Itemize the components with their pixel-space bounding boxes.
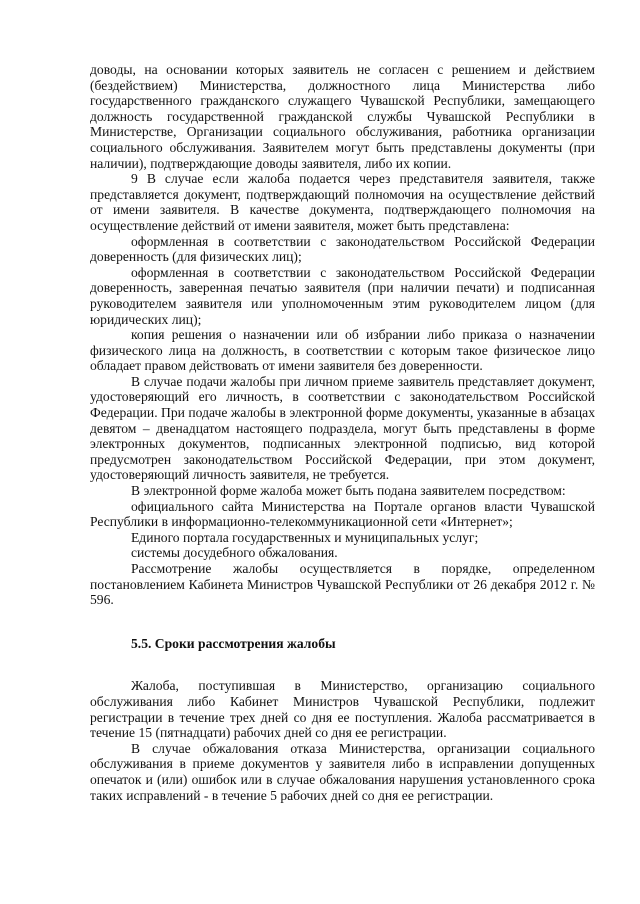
- paragraph-consideration-order: Рассмотрение жалобы осуществляется в порядке, определенном постановлением Кабинета Министров Чувашской Республики от 26 декабря 2012 г. № 596.: [90, 561, 595, 608]
- paragraph-registration-term: Жалоба, поступившая в Министерство, организацию социального обслуживания либо Кабинет Министров Чувашской Республики, подлежит регистрации в течение трех дней со дня ее поступления. Жалоба рассматривается в течение 15 (пятнадцати) рабочих дней со дня ее регистрации.: [90, 678, 595, 741]
- paragraph-refusal-appeal-term: В случае обжалования отказа Министерства, организации социального обслуживания в приеме документов у заявителя либо в исправлении допущенных опечаток и (или) ошибок или в случае обжалования нарушения установленного срока таких исправлений - в течение 5 рабочих дней со дня ее регистрации.: [90, 740, 595, 803]
- paragraph-official-site: официального сайта Министерства на Портале органов власти Чувашской Республики в информационно-телекоммуникационной сети «Интернет»;: [90, 498, 595, 530]
- document-page: [90, 62, 595, 803]
- paragraph-unified-portal: Единого портала государственных и муниципальных услуг;: [131, 529, 479, 545]
- paragraph-electronic-form: В электронной форме жалоба может быть подана заявителем посредством:: [131, 483, 566, 499]
- paragraph-representative: 9 В случае если жалоба подается через представителя заявителя, также представляется документ, подтверждающий полномочия на осуществление действий от имени заявителя. В качестве документа, подтверждающего полномочия на осуществление действий от имени заявителя, может быть представлена:: [90, 171, 595, 233]
- paragraph-appointment-decision: копия решения о назначении или об избрании либо приказа о назначении физического лица на должность, в соответствии с которым такое физическое лицо обладает правом действовать от имени заявителя без доверенности.: [90, 327, 595, 374]
- paragraph-pretrial-system: системы досудебного обжалования.: [131, 545, 338, 561]
- paragraph-arguments: доводы, на основании которых заявитель не согласен с решением и действием (бездействием) Министерства, должностного лица Министерства либо государственного гражданского служащего Чувашской Республики, замещающего должность государственной гражданской службы Чувашской Республики в Министерстве, Организации социального обслуживания, работника организации социального обслуживания. Заявителем могут быть представлены документы (при наличии), подтверждающие доводы заявителя, либо их копии.: [90, 62, 595, 171]
- section-heading: 5.5. Сроки рассмотрения жалобы: [131, 635, 336, 651]
- paragraph-power-of-attorney-legal: оформленная в соответствии с законодательством Российской Федерации доверенность, заверенная печатью заявителя (при наличии печати) и подписанная руководителем заявителя или уполномоченным этим руководителем лицом (для юридических лиц);: [90, 264, 595, 327]
- paragraph-personal-reception: В случае подачи жалобы при личном приеме заявитель представляет документ, удостоверяющий его личность, в соответствии с законодательством Российской Федерации. При подаче жалобы в электронной форме документы, указанные в абзацах девятом – двенадцатом настоящего подраздела, могут быть представлены в форме электронных документов, подписанных электронной подписью, вид которой предусмотрен законодательством Российской Федерации, при этом документ, удостоверяющий личность заявителя, не требуется.: [90, 373, 595, 483]
- paragraph-power-of-attorney-individuals: оформленная в соответствии с законодательством Российской Федерации доверенность (для физических лиц);: [90, 233, 595, 265]
